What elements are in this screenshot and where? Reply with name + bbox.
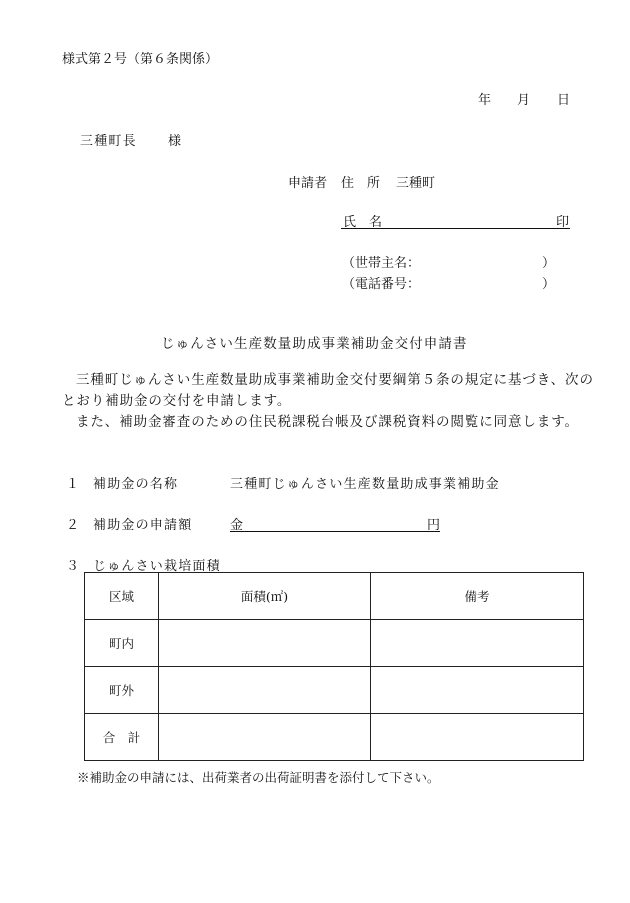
header-size: 面積(㎡)	[159, 573, 371, 620]
table-row	[85, 714, 584, 761]
item-2-label: 補助金の申請額	[93, 518, 193, 533]
item-1-label: 補助金の名称	[93, 477, 179, 492]
phone-label: （電話番号：	[342, 277, 421, 292]
item-2-number: ２	[66, 518, 80, 533]
date-month-label: 月	[517, 93, 531, 108]
row-size-cell[interactable]	[159, 667, 371, 714]
applicant-label: 申請者	[288, 176, 328, 191]
table-header-row	[85, 573, 584, 620]
footnote: ※補助金の申請には、出荷業者の出荷証明書を添付して下さい。	[77, 770, 440, 785]
amount-prefix: 金	[230, 518, 244, 533]
row-note-cell[interactable]	[371, 714, 584, 761]
amount-field[interactable]	[230, 514, 440, 532]
item-1-value: 三種町じゅんさい生産数量助成事業補助金	[230, 477, 500, 492]
amount-suffix: 円	[426, 518, 440, 533]
table-row	[85, 667, 584, 714]
address-label: 住 所	[341, 176, 381, 191]
addressee-honorific: 様	[168, 134, 182, 149]
seal-mark: 印	[555, 215, 569, 230]
body-paragraph-2: また、補助金審査のための住民税課税台帳及び課税資料の閲覧に同意します。	[76, 414, 579, 430]
body-paragraph-1: 三種町じゅんさい生産数量助成事業補助金交付要綱第５条の規定に基づき、次のとおり補助金の交付を申請します。	[62, 372, 594, 409]
form-number: 様式第２号（第６条関係）	[62, 52, 219, 67]
row-size-cell[interactable]	[159, 620, 371, 667]
address-value: 三種町	[396, 176, 436, 191]
item-3-label: じゅんさい栽培面積	[93, 559, 221, 574]
header-note: 備考	[371, 573, 584, 620]
cultivation-area-table	[84, 572, 584, 761]
item-1-number: １	[66, 477, 80, 492]
addressee-name: 三種町長	[80, 134, 137, 149]
row-note-cell[interactable]	[371, 620, 584, 667]
row-area-label: 合 計	[85, 714, 159, 761]
householder-label: （世帯主名：	[342, 256, 421, 271]
applicant-name-field[interactable]	[341, 211, 570, 229]
document-title: じゅんさい生産数量助成事業補助金交付申請書	[161, 336, 468, 352]
phone-close: ）	[542, 277, 556, 292]
date-year-label: 年	[478, 93, 492, 108]
row-area-label: 町内	[85, 620, 159, 667]
date-day-label: 日	[557, 93, 571, 108]
table-row	[85, 620, 584, 667]
householder-close: ）	[542, 256, 556, 271]
name-label: 氏 名	[343, 215, 383, 230]
item-3-number: ３	[66, 559, 80, 574]
row-size-cell[interactable]	[159, 714, 371, 761]
row-area-label: 町外	[85, 667, 159, 714]
header-area: 区域	[85, 573, 159, 620]
row-note-cell[interactable]	[371, 667, 584, 714]
